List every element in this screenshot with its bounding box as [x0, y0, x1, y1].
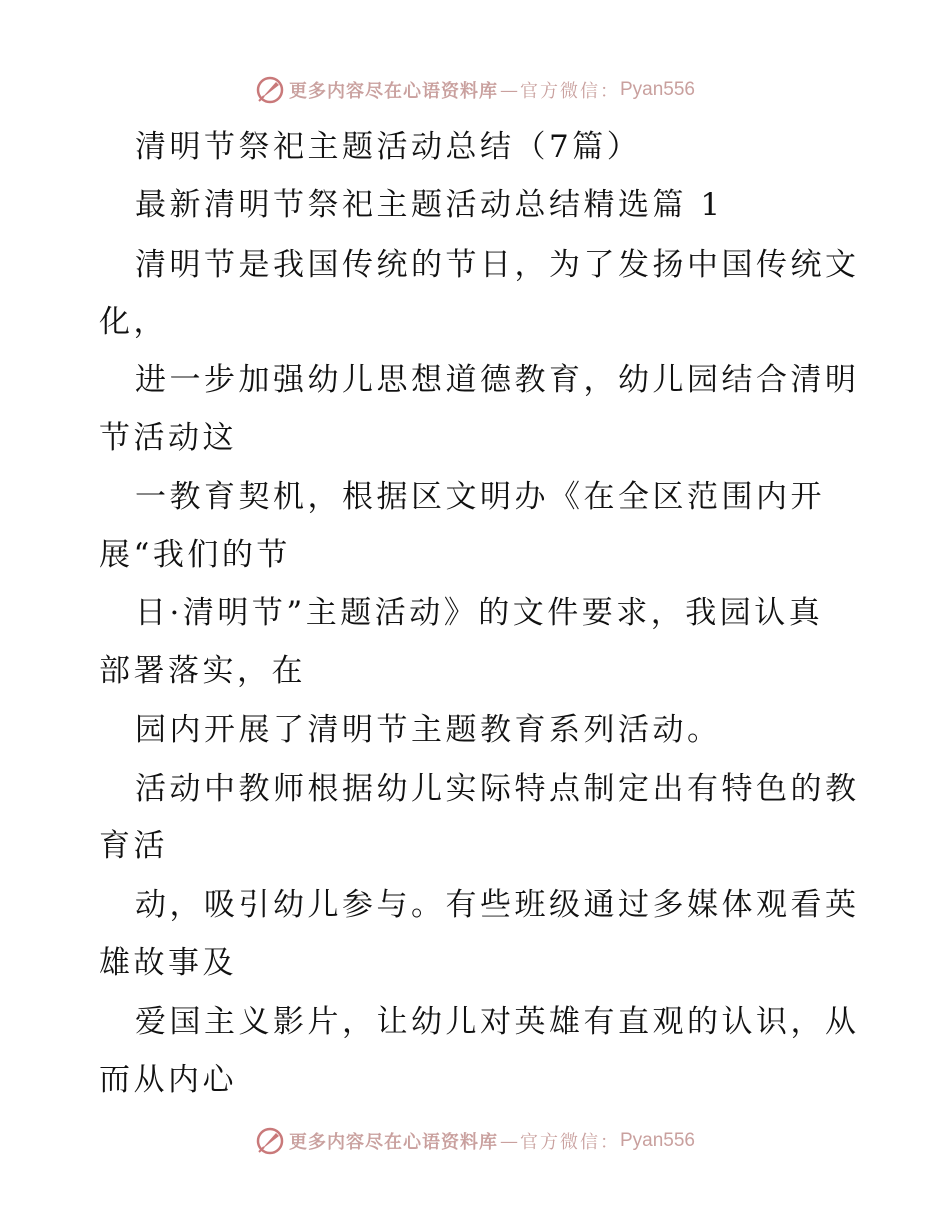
paragraph-line: 活动中教师根据幼儿实际特点制定出有特色的教	[135, 771, 860, 807]
paragraph-line: 育活	[99, 828, 168, 864]
document-subtitle: 最新清明节祭祀主题活动总结精选篇 1	[135, 187, 724, 223]
paragraph-line: 日·清明节”主题活动》的文件要求，我园认真	[135, 595, 824, 631]
quill-logo-icon	[255, 75, 285, 105]
paragraph-line: 展“我们的节	[99, 537, 291, 573]
watermark-header	[0, 70, 950, 110]
watermark-text: 更多内容尽在心语资料库	[288, 81, 498, 102]
watermark-wechat-label: 官方微信：	[519, 81, 620, 102]
watermark-wechat-id: Pyan556	[619, 1130, 695, 1151]
paragraph-line: 化，	[99, 304, 168, 340]
watermark-text: 更多内容尽在心语资料库	[288, 1132, 498, 1153]
watermark-wechat-id: Pyan556	[619, 79, 695, 100]
watermark-separator: —	[499, 79, 518, 101]
paragraph-line: 园内开展了清明节主题教育系列活动。	[135, 712, 722, 748]
quill-logo-icon	[255, 1126, 285, 1156]
paragraph-line: 部署落实，在	[99, 653, 306, 689]
paragraph-line: 节活动这	[99, 420, 237, 456]
paragraph-line: 进一步加强幼儿思想道德教育，幼儿园结合清明	[135, 362, 860, 398]
document-title: 清明节祭祀主题活动总结（7篇）	[135, 129, 642, 165]
paragraph-line: 清明节是我国传统的节日，为了发扬中国传统文	[135, 247, 860, 283]
watermark-separator: —	[499, 1130, 518, 1152]
paragraph-line: 爱国主义影片，让幼儿对英雄有直观的认识，从	[135, 1004, 860, 1040]
paragraph-line: 一教育契机，根据区文明办《在全区范围内开	[135, 479, 825, 515]
paragraph-line: 动，吸引幼儿参与。有些班级通过多媒体观看英	[135, 887, 860, 923]
paragraph-line: 而从内心	[99, 1062, 237, 1098]
paragraph-line: 雄故事及	[99, 945, 237, 981]
watermark-footer	[0, 1121, 950, 1161]
watermark-wechat-label: 官方微信：	[519, 1132, 620, 1153]
